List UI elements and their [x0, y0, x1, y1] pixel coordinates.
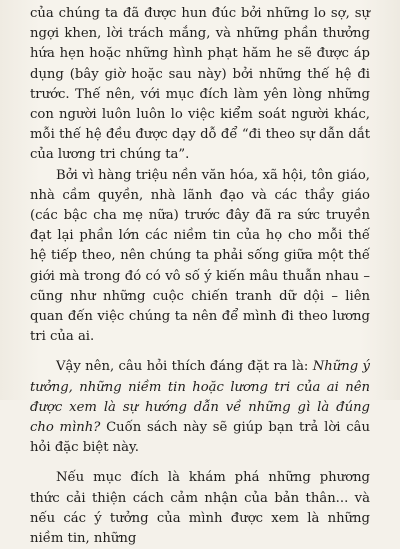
paragraph-4: Nếu mục đích là khám phá những phương thức cải thiện cách cảm nhận của bản thân... và nếu các ý tưởng của mình được xem là những niềm tin, những	[30, 470, 370, 547]
paragraph-3-lead: Vậy nên, câu hỏi thích đáng đặt ra là:	[56, 359, 313, 375]
paragraph-2: Bởi vì hàng triệu nền văn hóa, xã hội, tôn giáo, nhà cầm quyền, nhà lãnh đạo và các thầy giáo (các bậc cha mẹ nữa) trước đây đã ra sức truyền đạt lại phần lớn các niềm tin của họ cho mỗi thế hệ tiếp theo, nên chúng ta phải sống giữa một thế giới mà trong đó có vô số ý kiến mâu thuẫn nhau – cũng như những cuộc chiến tranh dữ dội – liên quan đến việc chúng ta nên để mình đi theo lương tri của ai.	[30, 167, 370, 345]
paragraph-3-tail: Cuốn sách này sẽ giúp bạn trả lời câu hỏi đặc biệt này.	[30, 420, 370, 456]
paragraph-3-emphasis: Những ý tưởng, những niềm tin hoặc lương tri của ai nên được xem là sự hướng dẫn về những gì là đúng cho mình?	[30, 359, 370, 436]
paragraph-1: của chúng ta đã được hun đúc bởi những lo sợ, sự ngợi khen, lời trách mắng, và những phần thưởng hứa hẹn hoặc những hình phạt hăm he sẽ được áp dụng (bây giờ hoặc sau này) bởi những thế hệ đi trước. Thế nên, với mục đích làm yên lòng những con người luôn luôn lo việc kiểm soát người khác, mỗi thế hệ đều được dạy dỗ để “đi theo sự dẫn dắt của lương tri chúng ta”.	[30, 6, 370, 163]
paragraph-3	[30, 357, 370, 458]
body-text	[30, 4, 370, 549]
